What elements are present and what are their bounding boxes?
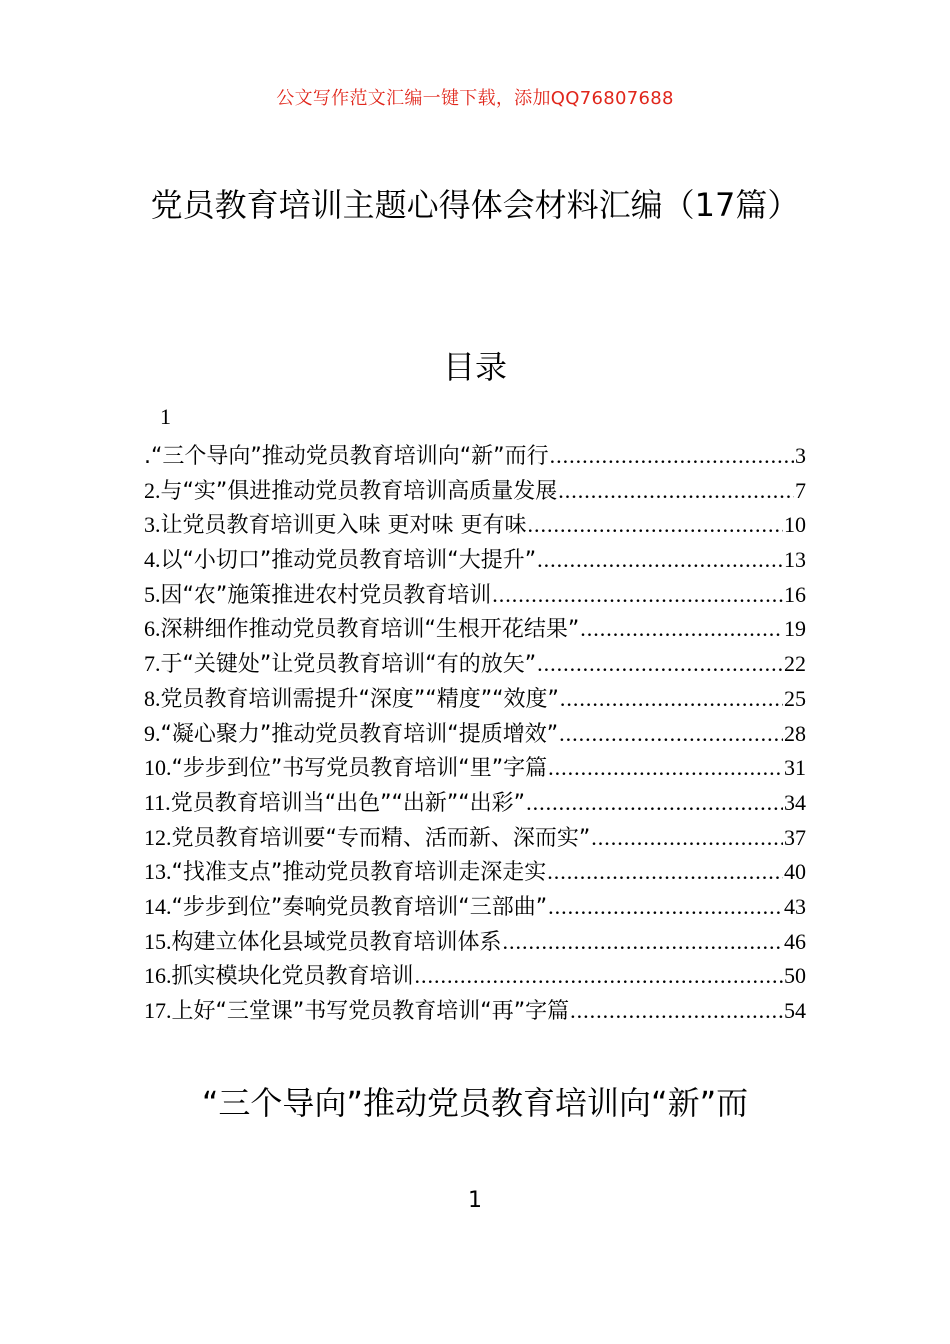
toc-item-label: 党员教育培训需提升“深度”“精度”“效度” [160,686,559,712]
toc-item-label: 让党员教育培训更入味 更对味 更有味 [160,513,527,539]
toc-leader-dots [591,825,783,851]
toc-item-page: 46 [784,928,806,954]
toc-item[interactable] [144,717,806,752]
toc-item-label: “找准支点”推动党员教育培训走深走实 [171,860,547,886]
toc-leader-dots [503,929,783,955]
toc-item-page: 37 [784,824,806,850]
toc-item-label: 党员教育培训当“出色”“出新”“出彩” [170,790,526,816]
toc-item[interactable] [144,751,806,786]
toc-item-label: 党员教育培训要“专而精、活而新、深而实” [171,825,591,851]
toc-item-page: 31 [784,755,806,781]
toc-leader-dots [528,512,784,538]
toc-item-number: 10. [144,755,172,781]
toc-item-number: 4. [144,547,161,573]
toc-item-label: “步步到位”奏响党员教育培训“三部曲” [171,894,548,920]
toc-leader-dots [558,478,794,504]
toc-item-number: 14. [144,893,172,919]
toc-leader-dots [415,963,783,989]
toc-item-page: 34 [784,789,806,815]
toc-item-page: 40 [784,859,806,885]
toc-item-number: 12. [144,824,172,850]
toc-item-number: 8. [144,685,161,711]
toc-item-label: “凝心聚力”推动党员教育培训“提质增效” [160,721,559,747]
toc-item-page: 13 [784,547,806,573]
toc-item-number: 7. [144,651,161,677]
section-heading: “三个导向”推动党员教育培训向“新”而 [201,1084,749,1122]
toc-item[interactable] [144,925,806,960]
toc-item-label: 抓实模块化党员教育培训 [171,964,414,990]
toc-item-page: 10 [784,512,806,538]
toc-item-page: 7 [795,477,806,503]
toc-item-label: 上好“三堂课”书写党员教育培训“再”字篇 [171,999,570,1024]
toc-item-number: 6. [144,616,161,642]
toc-leader-dots [548,894,783,920]
toc-item-number: 15. [144,928,172,954]
toc-item-number: 9. [144,720,161,746]
toc-item[interactable] [144,821,806,856]
toc-item-label: “步步到位”书写党员教育培训“里”字篇 [171,756,548,782]
toc-item[interactable] [144,474,806,509]
table-of-contents [144,439,806,1029]
toc-item[interactable] [144,647,806,682]
toc-item[interactable] [144,578,806,613]
toc-leader-dots [580,616,783,642]
toc-leader-dots [570,998,783,1024]
toc-item[interactable] [144,959,806,994]
toc-item[interactable] [144,890,806,925]
toc-item[interactable] [144,508,806,543]
toc-leader-dots [560,686,783,712]
toc-item[interactable] [144,994,806,1029]
toc-item-page: 22 [784,651,806,677]
toc-item-number: 17. [144,998,172,1023]
toc-item[interactable] [144,786,806,821]
toc-item-page: 50 [784,963,806,989]
document-title: 党员教育培训主题心得体会材料汇编（17篇） [150,186,800,224]
toc-item-number: 5. [144,581,161,607]
toc-item[interactable] [144,543,806,578]
download-banner: 公文写作范文汇编一键下载，添加QQ76807688 [276,88,674,109]
toc-item-number: 2. [144,477,161,503]
toc-item-page: 54 [784,998,806,1023]
toc-item-label: 以“小切口”推动党员教育培训“大提升” [160,548,537,574]
toc-leader-dots [526,790,783,816]
toc-item[interactable] [144,612,806,647]
toc-item-label: 深耕细作推动党员教育培训“生根开花结果” [160,617,580,643]
toc-leader-dots [548,755,783,781]
toc-item-number: 16. [144,963,172,989]
toc-leader-dots [537,547,783,573]
toc-item-label: 构建立体化县域党员教育培训体系 [171,929,502,955]
toc-item-page: 28 [784,720,806,746]
toc-item-page: 43 [784,893,806,919]
toc-item[interactable] [144,439,806,474]
toc-leader-dots [537,651,783,677]
toc-item-page: 3 [795,443,806,468]
toc-item-label: 因“农”施策推进农村党员教育培训 [160,582,492,608]
toc-item[interactable] [144,855,806,890]
toc-item-page: 25 [784,685,806,711]
toc-leader-dots [547,859,783,885]
toc-item-page: 16 [784,581,806,607]
toc-first-number: 1 [160,404,171,429]
toc-item-label: 与“实”俱进推动党员教育培训高质量发展 [160,478,558,504]
toc-item-number: 11. [144,789,171,815]
toc-item-label: .“三个导向”推动党员教育培训向“新”而行 [144,444,549,469]
toc-leader-dots [492,582,783,608]
page-number: 1 [468,1188,482,1213]
toc-item-page: 19 [784,616,806,642]
toc-leader-dots [559,721,783,747]
toc-item-number: 13. [144,859,172,885]
toc-heading: 目录 [442,348,507,386]
toc-item-number: 3. [144,512,161,538]
toc-leader-dots [550,443,794,469]
toc-item-label: 于“关键处”让党员教育培训“有的放矢” [160,652,537,678]
toc-item[interactable] [144,682,806,717]
